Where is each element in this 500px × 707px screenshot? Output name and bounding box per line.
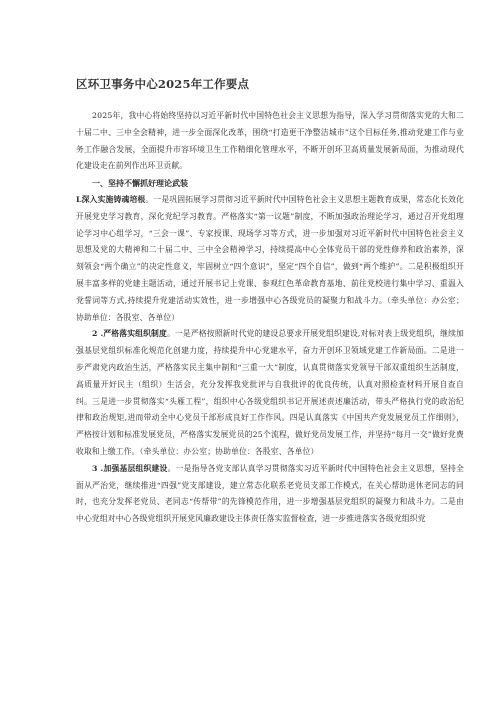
item-1-text: 。一是巩固拓展学习贯彻习近平新时代中国特色社会主义思想主题教育成果，常态化长效化开展党史学习教育，深化党纪学习教育。严格落实“第一议题”制度，不断加强政治理论学习，通过召开党组理论学习中心组学习，“三会一课”、专家授课、现场学习等方式，进一步加强对习近平新时代中国特色社会主义思想及党的大精神和二十届二中、三中全会精神学习，持续提高中心全体党员干部的党性修养和政治素养，深刻领会“两个确立”的决定性意义，牢固树立“四个意识”，坚定“四个自信”，做到“两个维护”。二是积极组织开展丰富多样的党建主题活动，通过开展书记上党课、参观红色革命教育基地、前往党校进行集中学习、重温入党誓词等方式,持续提升党建活动实效性，进一步增强中心各级党员的凝聚力和战斗力。（牵头单位：办公室；协助单位：各股室、各单位） bbox=[76, 194, 464, 322]
item-2-lead: 2 .严格落实组织制度 bbox=[92, 329, 167, 339]
intro-paragraph: 2025年，我中心将始终坚持以习近平新时代中国特色社会主义思想为指导，深入学习贯彻落实党的大和二十届二中、三中全会精神，进一步全面深化改革，围绕“打造更干净整洁城市”这个目标任务,推动党建工作与业务工作融合发展，全面提升市容环境卫生工作精细化管理水平，不断开创环卫高质量发展新局面，为推动现代化建设走在前列作出环卫贡献。 bbox=[76, 111, 464, 171]
item-3-text: 。一是指导各党支部认真学习贯彻落实习近平新时代中国特色社会主义思想，坚持全面从严治党，继续推进“四强”党支部建设，建立常态化联系老党员支部工作模式，在关心帮助退休老同志的同时，也充分发挥老党员、老同志“传帮带”的先锋模范作用，进一步增强基层党组织的凝聚力和战斗力。二是由中心党组对中心各级党组织开展党风廉政建设主体责任落实监督检查，进一步推进落实各级党组织党 bbox=[76, 463, 465, 524]
section-heading: 一、坚持不懈抓好理论武装 bbox=[92, 178, 188, 189]
item-2-paragraph bbox=[76, 326, 464, 460]
item-1-lead: L深入实施铸魂培根 bbox=[76, 194, 146, 204]
page-title: 区环卫事务中心2025年工作要点 bbox=[76, 77, 250, 91]
item-1-paragraph bbox=[76, 192, 464, 326]
item-2-text: 。一是严格按照新时代党的建设总要求开展党组织建设,对标对表上级党组织，继续加强基层党组织标准化规范化创建力度，持续提升中心党建水平，奋力开创环卫领域党建工作新局面。二是进一步严肃党内政治生活，严格落实民主集中制和“三重一大”制度，认真贯彻落实党领导干部双重组织生活制度，高质量开好民主（组织）生活会，充分发挥我党批评与自我批评的优良传统，认真对照检查材料开展自查自纠。三是进一步贯彻落实“头雁工程”，组织中心各级党组织书记开展述责述廉活动，带头严格执行党的政治纪律和政治规矩,进而带动全中心党员干部形成良好工作作风。四是认真落实《中国共产党发展党员工作细则》，严格按计划和标准发展党员，严格落实发展党员的25个流程，做好党员发展工作，并坚持“每月一交”做好党费收取和上缴工作。（牵头单位：办公室；协助单位：各股室、各单位） bbox=[76, 329, 464, 456]
item-3-lead: 3 .加强基层组织建设 bbox=[92, 463, 168, 473]
item-3-paragraph bbox=[76, 461, 464, 528]
